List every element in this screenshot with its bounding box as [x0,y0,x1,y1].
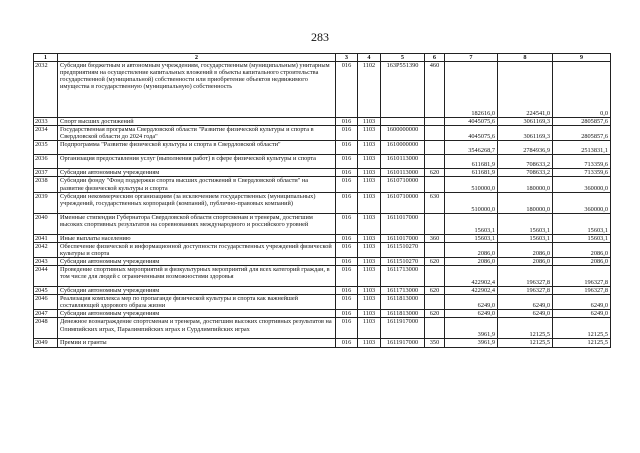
amount-year-1: 6249,0 [445,310,498,318]
item-name: Организация предоставления услуг (выполнения работ) в сфере физической культуры и спорта [58,155,336,169]
target-article-code: 1610113000 [381,169,425,177]
amount-year-1: 15603,1 [445,213,498,234]
section-code: 1103 [358,310,381,318]
table-row [34,287,611,295]
amount-year-3: 713359,6 [553,155,611,169]
amount-year-2: 6249,0 [498,295,553,310]
target-article-code: 1610000000 [381,141,425,155]
col-header: 8 [498,54,553,62]
item-name: Субсидии некоммерческим организациям (за исключением государственных (муниципальных) учреждений, государственных корпораций (компаний), публично-правовых компаний) [58,192,336,213]
expense-type-code [425,126,445,141]
amount-year-3: 713359,6 [553,169,611,177]
ministry-code: 016 [336,287,358,295]
amount-year-2: 6249,0 [498,310,553,318]
amount-year-3: 360000,0 [553,177,611,192]
table-row [34,155,611,169]
expense-type-code [425,318,445,339]
col-header: 6 [425,54,445,62]
table-row [34,339,611,347]
budget-table [33,53,611,348]
amount-year-2: 224541,0 [498,62,553,118]
ministry-code: 016 [336,169,358,177]
section-code: 1103 [358,192,381,213]
section-code: 1103 [358,318,381,339]
section-code: 1103 [358,126,381,141]
table-row [34,295,611,310]
col-header: 1 [34,54,58,62]
expense-type-code: 350 [425,339,445,347]
section-code: 1103 [358,177,381,192]
amount-year-1: 3961,9 [445,339,498,347]
row-number: 2036 [34,155,58,169]
expense-type-code [425,266,445,287]
row-number: 2045 [34,287,58,295]
item-name: Субсидии автономным учреждениям [58,310,336,318]
amount-year-3: 6249,0 [553,295,611,310]
amount-year-2: 12125,5 [498,318,553,339]
col-header: 3 [336,54,358,62]
target-article-code: 1600000000 [381,126,425,141]
table-row [34,266,611,287]
row-number: 2046 [34,295,58,310]
item-name: Проведение спортивных мероприятий и физкультурных мероприятий для всех категорий граждан, в том числе для людей с ограниченными возможностями здоровья [58,266,336,287]
target-article-code: 1611510270 [381,257,425,265]
expense-type-code [425,295,445,310]
target-article-code: 1611713000 [381,266,425,287]
col-header: 4 [358,54,381,62]
amount-year-2: 15603,1 [498,234,553,242]
table-row [34,177,611,192]
section-code: 1103 [358,118,381,126]
expense-type-code [425,242,445,257]
ministry-code: 016 [336,192,358,213]
table-row [34,192,611,213]
row-number: 2048 [34,318,58,339]
target-article-code: 163P551390 [381,62,425,118]
item-name: Субсидии автономным учреждениям [58,169,336,177]
ministry-code: 016 [336,118,358,126]
amount-year-3: 12125,5 [553,339,611,347]
item-name: Денежное вознаграждение спортсменам и тренерам, достигшим высоких спортивных результатов на Олимпийских играх, Паралимпийских играх и Сурдлимпийских играх [58,318,336,339]
ministry-code: 016 [336,242,358,257]
col-header: 9 [553,54,611,62]
item-name: Спорт высших достижений [58,118,336,126]
target-article-code: 1611813000 [381,295,425,310]
row-number: 2032 [34,62,58,118]
target-article-code: 1611917000 [381,339,425,347]
section-code: 1103 [358,213,381,234]
ministry-code: 016 [336,141,358,155]
section-code: 1103 [358,266,381,287]
table-row [34,242,611,257]
ministry-code: 016 [336,177,358,192]
item-name: Премии и гранты [58,339,336,347]
expense-type-code: 620 [425,169,445,177]
target-article-code: 1611713000 [381,287,425,295]
row-number: 2049 [34,339,58,347]
item-name: Субсидии автономным учреждениям [58,287,336,295]
section-code: 1103 [358,242,381,257]
ministry-code: 016 [336,318,358,339]
expense-type-code: 360 [425,234,445,242]
expense-type-code: 620 [425,310,445,318]
target-article-code [381,118,425,126]
amount-year-1: 510000,0 [445,177,498,192]
row-number: 2038 [34,177,58,192]
table-row [34,169,611,177]
ministry-code: 016 [336,295,358,310]
ministry-code: 016 [336,234,358,242]
amount-year-1: 3546268,7 [445,141,498,155]
amount-year-1: 15603,1 [445,234,498,242]
ministry-code: 016 [336,310,358,318]
amount-year-3: 2086,0 [553,257,611,265]
expense-type-code: 630 [425,192,445,213]
table-row [34,318,611,339]
amount-year-2: 2086,0 [498,242,553,257]
amount-year-1: 611681,9 [445,155,498,169]
row-number: 2044 [34,266,58,287]
row-number: 2047 [34,310,58,318]
header-row [34,54,611,62]
col-header: 5 [381,54,425,62]
amount-year-1: 611681,9 [445,169,498,177]
ministry-code: 016 [336,257,358,265]
row-number: 2034 [34,126,58,141]
amount-year-3: 12125,5 [553,318,611,339]
section-code: 1103 [358,295,381,310]
target-article-code: 1610710000 [381,177,425,192]
section-code: 1103 [358,234,381,242]
amount-year-2: 3061169,3 [498,126,553,141]
item-name: Подпрограмма "Развитие физической культуры и спорта в Свердловской области" [58,141,336,155]
table-row [34,126,611,141]
row-number: 2041 [34,234,58,242]
ministry-code: 016 [336,266,358,287]
item-name: Субсидии бюджетным и автономным учреждениям, государственным (муниципальным) унитарным предприятиям на осуществление капитальных вложений в объекты капитального строительства государственной (муниципальной) собственности или приобретение объектов недвижимого имущества в государственную (муниципальную) собственность [58,62,336,118]
amount-year-1: 422902,4 [445,266,498,287]
amount-year-2: 3061169,3 [498,118,553,126]
table-row [34,141,611,155]
amount-year-2: 12125,5 [498,339,553,347]
expense-type-code [425,141,445,155]
item-name: Государственная программа Свердловской области "Развитие физической культуры и спорта в Свердловской области до 2024 года" [58,126,336,141]
expense-type-code: 460 [425,62,445,118]
row-number: 2033 [34,118,58,126]
page-number: 283 [311,30,329,44]
target-article-code: 1611510270 [381,242,425,257]
amount-year-3: 2805857,6 [553,118,611,126]
col-header: 7 [445,54,498,62]
expense-type-code [425,177,445,192]
amount-year-3: 0,0 [553,62,611,118]
target-article-code: 1611017000 [381,234,425,242]
table-row [34,62,611,118]
row-number: 2043 [34,257,58,265]
target-article-code: 1610113000 [381,155,425,169]
amount-year-1: 4045075,6 [445,118,498,126]
section-code: 1102 [358,62,381,118]
table-row [34,310,611,318]
ministry-code: 016 [336,213,358,234]
target-article-code: 1611813000 [381,310,425,318]
amount-year-2: 180000,0 [498,192,553,213]
ministry-code: 016 [336,339,358,347]
row-number: 2035 [34,141,58,155]
expense-type-code [425,118,445,126]
target-article-code: 1610710000 [381,192,425,213]
table-row [34,257,611,265]
amount-year-3: 6249,0 [553,310,611,318]
section-code: 1103 [358,169,381,177]
target-article-code: 1611017000 [381,213,425,234]
amount-year-2: 196327,8 [498,287,553,295]
amount-year-2: 2784936,9 [498,141,553,155]
amount-year-3: 2513831,1 [553,141,611,155]
ministry-code: 016 [336,155,358,169]
amount-year-3: 196327,8 [553,287,611,295]
item-name: Реализация комплекса мер по пропаганде физической культуры и спорта как важнейшей составляющей здорового образа жизни [58,295,336,310]
row-number: 2037 [34,169,58,177]
expense-type-code: 620 [425,257,445,265]
section-code: 1103 [358,141,381,155]
amount-year-1: 6249,0 [445,295,498,310]
amount-year-2: 15603,1 [498,213,553,234]
amount-year-2: 196327,8 [498,266,553,287]
item-name: Субсидии автономным учреждениям [58,257,336,265]
item-name: Иные выплаты населению [58,234,336,242]
amount-year-3: 2805857,6 [553,126,611,141]
amount-year-3: 2086,0 [553,242,611,257]
expense-type-code [425,155,445,169]
expense-type-code: 620 [425,287,445,295]
amount-year-1: 510000,0 [445,192,498,213]
amount-year-1: 3961,9 [445,318,498,339]
amount-year-1: 422902,4 [445,287,498,295]
item-name: Обеспечение физической и информационной доступности государственных учреждений физической культуры и спорта [58,242,336,257]
col-header: 2 [58,54,336,62]
expense-type-code [425,213,445,234]
section-code: 1103 [358,339,381,347]
target-article-code: 1611917000 [381,318,425,339]
amount-year-2: 180000,0 [498,177,553,192]
row-number: 2040 [34,213,58,234]
amount-year-3: 15603,1 [553,213,611,234]
table-row [34,234,611,242]
table-row [34,118,611,126]
amount-year-2: 2086,0 [498,257,553,265]
ministry-code: 016 [336,62,358,118]
section-code: 1103 [358,257,381,265]
item-name: Именные стипендии Губернатора Свердловской области спортсменам и тренерам, достигшим высоких спортивных результатов на соревнованиях международного и российского уровней [58,213,336,234]
amount-year-3: 360000,0 [553,192,611,213]
amount-year-2: 708633,2 [498,155,553,169]
amount-year-3: 15603,1 [553,234,611,242]
row-number: 2042 [34,242,58,257]
ministry-code: 016 [336,126,358,141]
amount-year-1: 2086,0 [445,242,498,257]
section-code: 1103 [358,287,381,295]
row-number: 2039 [34,192,58,213]
amount-year-1: 182616,0 [445,62,498,118]
table-row [34,213,611,234]
amount-year-1: 2086,0 [445,257,498,265]
item-name: Субсидии фонду "Фонд поддержки спорта высших достижений в Свердловской области" на развитие физической культуры и спорта [58,177,336,192]
amount-year-3: 196327,8 [553,266,611,287]
amount-year-1: 4045075,6 [445,126,498,141]
amount-year-2: 708633,2 [498,169,553,177]
section-code: 1103 [358,155,381,169]
